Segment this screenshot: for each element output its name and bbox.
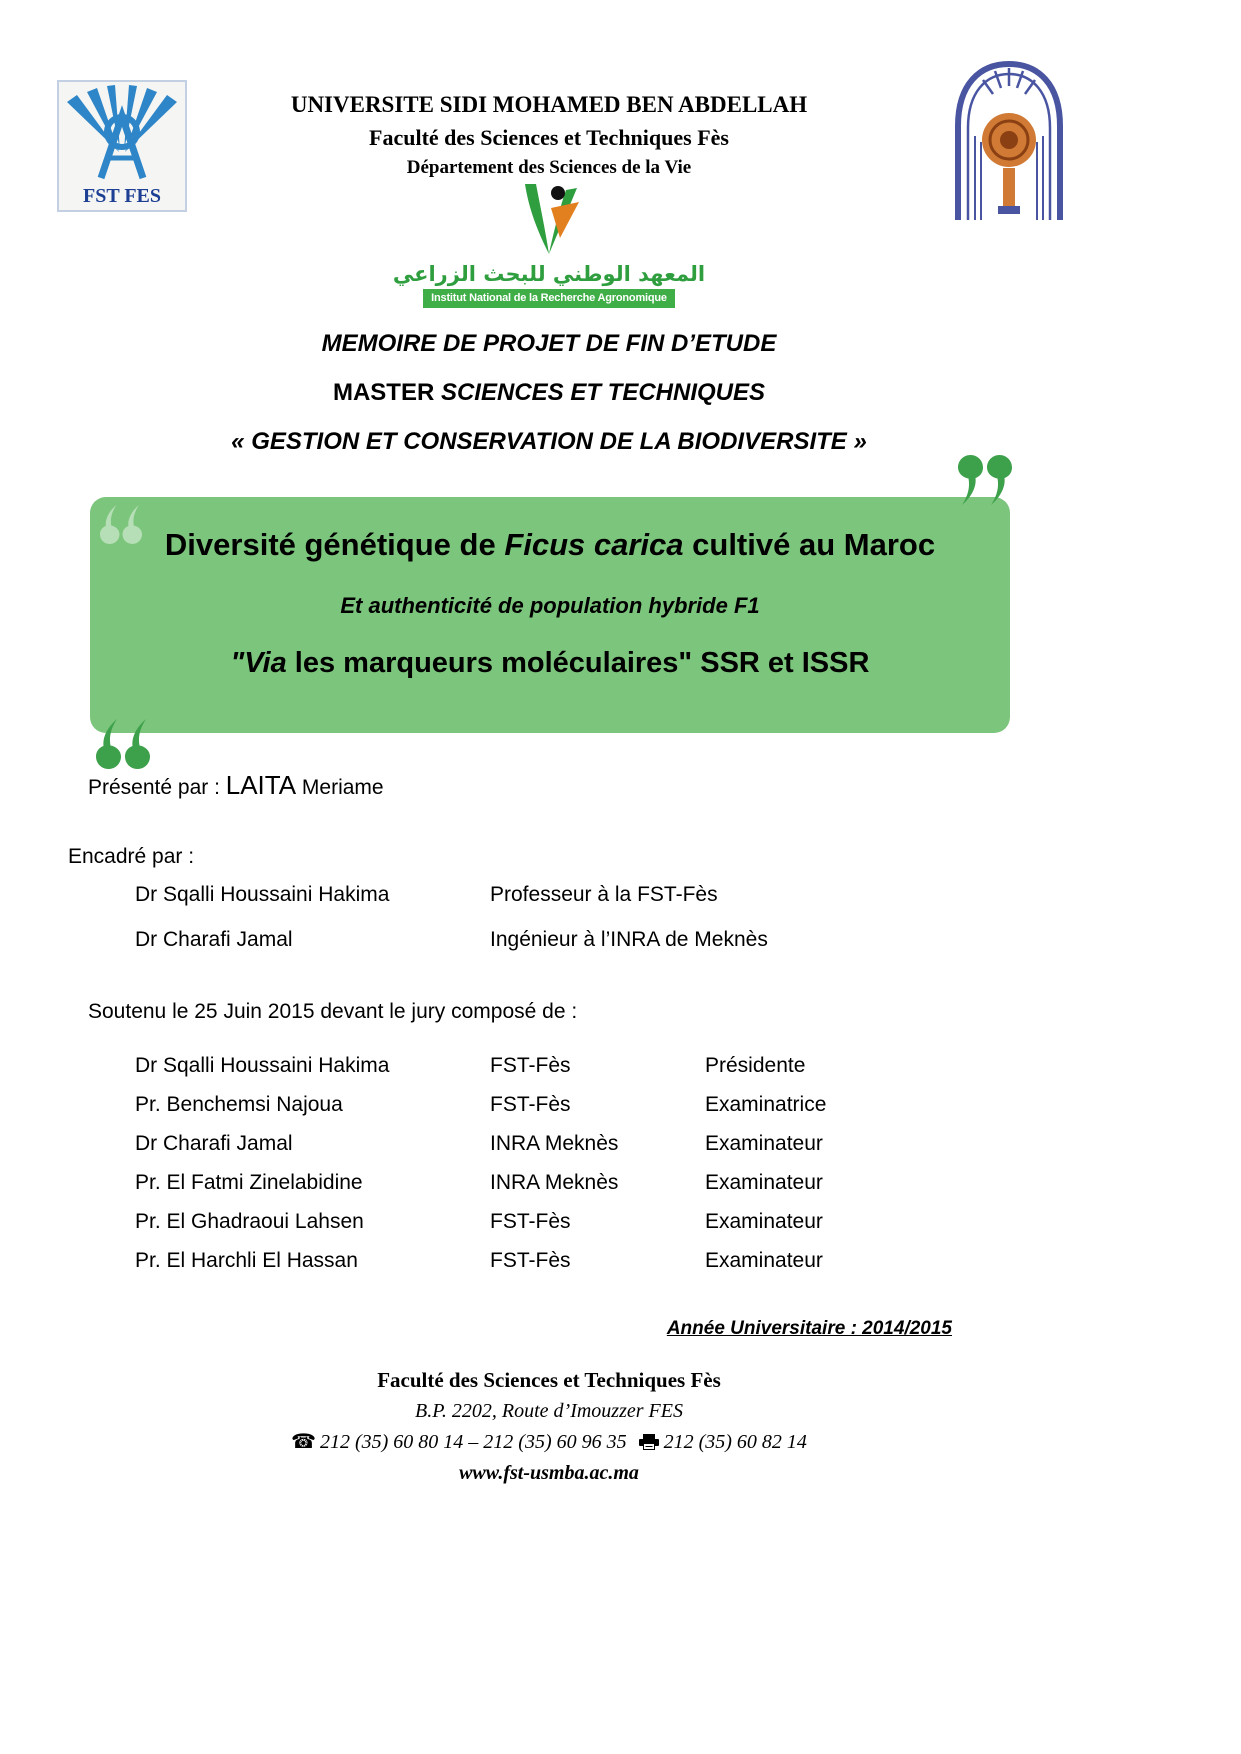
jury-member-role: Examinateur — [705, 1132, 823, 1155]
jury-member-affiliation: FST-Fès — [490, 1054, 571, 1077]
jury-member-role: Examinateur — [705, 1210, 823, 1233]
jury-member-affiliation: INRA Meknès — [490, 1132, 619, 1155]
quote-top-left-light-icon — [100, 505, 142, 544]
academic-year: Année Universitaire : 2014/2015 — [666, 1318, 952, 1339]
jury-member-name: Pr. El Harchli El Hassan — [135, 1249, 358, 1272]
fax-icon — [639, 1433, 659, 1456]
presented-by-line — [88, 770, 384, 801]
footer-phone-numbers: 212 (35) 60 80 14 – 212 (35) 60 96 35 — [319, 1431, 627, 1453]
supervisor-name: Dr Sqalli Houssaini Hakima — [135, 883, 390, 906]
thesis-title-box — [90, 497, 1010, 733]
supervisor-role: Ingénieur à l’INRA de Meknès — [490, 928, 768, 951]
university-name: UNIVERSITE SIDI MOHAMED BEN ABDELLAH — [290, 92, 808, 117]
supervisors-section — [68, 845, 768, 952]
jury-member-name: Pr. El Fatmi Zinelabidine — [135, 1171, 363, 1194]
supervisors-table — [135, 883, 768, 952]
thesis-title-line3: "Via les marqueurs moléculaires" SSR et ISSR — [230, 647, 870, 679]
jury-member-affiliation: FST-Fès — [490, 1249, 571, 1272]
master-title — [68, 379, 1030, 407]
quote-bottom-left-icon — [96, 719, 150, 769]
memoire-heading — [68, 330, 1030, 456]
jury-member-affiliation: FST-Fès — [490, 1210, 571, 1233]
supervisors-label: Encadré par : — [68, 845, 195, 868]
jury-member-name: Pr. Benchemsi Najoua — [135, 1093, 343, 1116]
presented-by-label: Présenté par : — [88, 776, 226, 799]
jury-member-name: Pr. El Ghadraoui Lahsen — [135, 1210, 364, 1233]
jury-member-affiliation: INRA Meknès — [490, 1171, 619, 1194]
supervisor-name: Dr Charafi Jamal — [135, 928, 293, 951]
footer-fax-number: 212 (35) 60 82 14 — [663, 1431, 807, 1453]
master-label: MASTER — [332, 379, 441, 406]
author-family-name: LAITA — [225, 770, 297, 800]
master-program: SCIENCES ET TECHNIQUES — [440, 379, 766, 406]
footer-address: B.P. 2202, Route d’Imouzzer FES — [415, 1400, 683, 1422]
thesis-title-line2: Et authenticité de population hybride F1 — [340, 593, 760, 618]
species-name: Ficus carica — [504, 527, 684, 562]
jury-member-role: Examinatrice — [705, 1093, 827, 1116]
jury-section — [88, 1000, 826, 1273]
jury-member-affiliation: FST-Fès — [490, 1093, 571, 1116]
jury-intro: Soutenu le 25 Juin 2015 devant le jury composé de : — [88, 1000, 578, 1023]
jury-member-role: Examinateur — [705, 1249, 823, 1272]
inra-plant-icon — [501, 182, 597, 256]
inra-arabic-name: المعهد الوطني للبحث الزراعي — [392, 262, 706, 286]
jury-table — [135, 1054, 826, 1273]
memoire-title: MEMOIRE DE PROJET DE FIN D’ETUDE — [321, 330, 777, 357]
footer-website: www.fst-usmba.ac.ma — [459, 1462, 639, 1484]
supervisor-role: Professeur à la FST-Fès — [490, 883, 718, 906]
department-name: Département des Sciences de la Vie — [406, 157, 692, 178]
phone-icon: ☎ — [291, 1429, 316, 1453]
quote-top-right-icon — [958, 455, 1012, 505]
fst-logo-label: FST FES — [83, 185, 161, 207]
header — [68, 92, 1030, 179]
author-first-name: Meriame — [296, 776, 384, 799]
footer — [68, 1368, 1030, 1485]
inra-logo — [68, 182, 1030, 308]
jury-member-role: Présidente — [705, 1054, 806, 1077]
inra-banner: Institut National de la Recherche Agronomique — [423, 289, 675, 308]
thesis-title-line1: Diversité génétique de Ficus carica cultivé au Maroc — [164, 527, 936, 562]
footer-phones-line — [68, 1429, 1030, 1456]
footer-faculty: Faculté des Sciences et Techniques Fès — [377, 1368, 721, 1392]
specialty-title: « GESTION ET CONSERVATION DE LA BIODIVERSITE » — [231, 428, 867, 455]
jury-member-name: Dr Charafi Jamal — [135, 1132, 293, 1155]
jury-member-role: Examinateur — [705, 1171, 823, 1194]
faculty-name: Faculté des Sciences et Techniques Fès — [369, 125, 729, 150]
jury-member-name: Dr Sqalli Houssaini Hakima — [135, 1054, 390, 1077]
